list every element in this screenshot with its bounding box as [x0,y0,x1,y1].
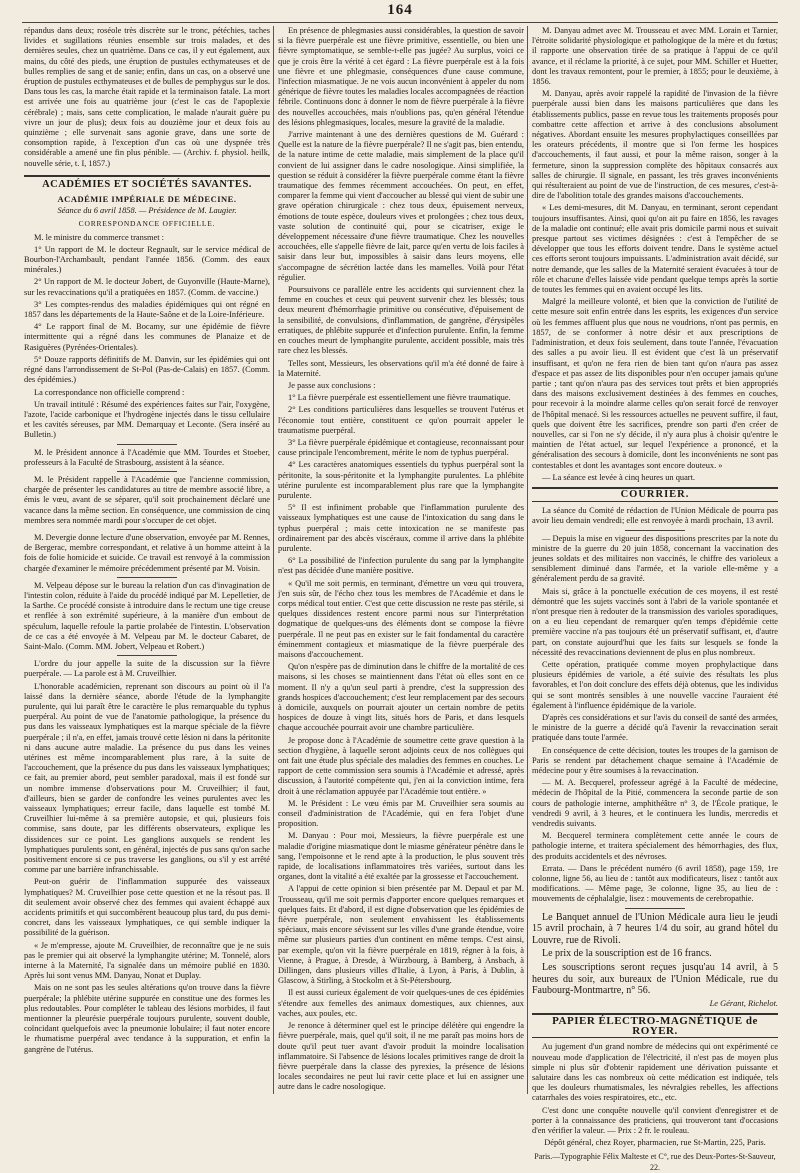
advertisement-text: C'est donc une conquête nouvelle qu'il convient d'enregistrer et de porter à la connaissance des praticiens, qui trouveront tant d'occasions d'en vérifier la valeur. — Prix : 2 fr. le rouleau. [532,1105,778,1136]
paragraph: Je propose donc à l'Académie de soumettre cette grave question à la section d'hygiène, à laquelle seront adjoints ceux de nos collègues qui ont fait une étude plus spéciale des maladies des femmes en couches. Le rapport de cette commission sera soumis à l'Académie et adressé, après discussion, à l'autorité compétente qui, j'en ai la conviction intime, fera droit à une réclamation appuyée par l'Académie tout entière. » [278,735,524,796]
paragraph: M. Velpeau dépose sur le bureau la relation d'un cas d'invagination de l'intestin colon, réduite à l'aide du procédé indiqué par M. Lepelletier, de la Sarthe. Ce procédé consiste à introduire dans le rectum une tige creuse et renflée à son extrémité supérieure, à la manière d'un embout de spéculum, laquelle refoule la partie prolabée de l'intestin. L'observation de ce cas a été envoyée à M. Velpeau par M. le docteur Cabaret, de Saint-Malo. (Comm. MM. Jobert, Velpeau et Robert.) [24,580,270,651]
paragraph: Qu'on n'espère pas de diminution dans le chiffre de la mortalité de ces maisons, si les choses se maintiennent dans l'état où elles sont en ce moment. Il n'y a qu'un seul parti à prendre, c'est la suppression des grands hospices d'accouchement; c'est leur remplacement par des secours à domicile, auxquels on pourrait ajouter un certain nombre de petits hospices de douze à vingt lits, situés hors de Paris, et dans lesquels chaque accouchée pourrait avoir une chambre particulière. [278,662,524,733]
paragraph: Il est aussi curieux également de voir quelques-unes de ces épidémies s'étendre aux femelles des animaux domestiques, aux chiennes, aux vaches, aux poules, etc. [278,988,524,1018]
paragraph: 5° Il est infiniment probable que l'inflammation purulente des vaisseaux lymphatiques est une cause de l'intoxication du sang dans le typhus puerpéral ; mais cette intoxication ne se manifeste pas ordinairement par des abcès viscéraux, comme il arrive dans la phlébite purulente. [278,503,524,553]
paragraph: La séance du Comité de rédaction de l'Union Médicale de pourra pas avoir lieu demain vendredi; elle est renvoyée à mardi prochain, 13 avril. [532,506,778,526]
paragraph: M. Devergie donne lecture d'une observation, envoyée par M. Rennes, de Bergerac, membre correspondant, et relative à un homme atteint à la fois de folie homicide et suicide. Ce travail est renvoyé à la commission chargée d'examiner le mémoire précédemment présenté par M. Voisin. [24,532,271,573]
paragraph: 1° La fièvre puerpérale est essentiellement une fièvre traumatique. [288,393,511,403]
banquet-price: Le prix de la souscription est de 16 francs. [542,948,712,960]
column-3 [532,26,778,1172]
paragraph: D'après ces considérations et sur l'avis du conseil de santé des armées, le ministre de la guerre a décidé qu'à l'avenir la revaccination serait pratiquée dans toute l'armée. [532,713,778,743]
paragraph: A l'appui de cette opinion si bien présentée par M. Depaul et par M. Trousseau, qu'il me soit permis d'apporter encore quelques remarques et quelques faits. Et d'abord, il est digne d'observation que les épidémies de fièvre puerpérale, non seulement envahissent les établissements spéciaux, mais encore sévissent sur les villes d'une grande étendue, voire même sur plusieurs parties d'un continent en même temps. C'est ainsi, par exemple, qu'on vit la fièvre puerpérale en 1819, régner à la fois, à Vienne, à Prague, à Dresde, à Würzbourg, à Bamberg, à Ansbach, à Dillingen, dans plusieurs villes d'Italie, à Lyon, à Paris, à Dublin, à Glascow, à Stirling, à Stockolm et à St-Pétersbourg. [278,884,524,986]
paragraph: En présence de phlegmasies aussi considérables, la question de savoir si la fièvre puerpérale est une fièvre primitive, essentielle, ou bien une fièvre symptomatique, se semble-t-elle pas jugée? Au surplus, voici ce que je crois être la vérité à cet égard : La fièvre puerpérale est à la fois une fièvre et une phlegmasie, conséquences d'une cause commune, l'infection miasmatique. Je ne vois aucun inconvénient à appeler du nom générique de fièvre toutes les maladies locales accompagnées de réaction fébrile. Continuons donc à donner le nom de fièvre puerpérale à la fièvre des nouvelles accouchées, mais n'oublions pas, qu'en général l'étendue des lésions phlegmasiques, locales, mesure la gravité de la maladie. [278,26,524,127]
separator [625,530,685,531]
paragraph: « Qu'il me soit permis, en terminant, d'émettre un vœu qui trouvera, j'en suis sûr, de l'écho chez tous les membres de l'Académie et dans le corps médical tout entier. C'est que cette discussion ne reste pas stérile, si quelques dissidences restent encore parmi nous sur l'interprétation dogmatique de quelques-uns des éléments dont se compose la fièvre puerpérale. Il ne peut pas en exister sur le fait fondamental du caractère éminemment contagieux et miasmatique de la fièvre puerpérale des maisons d'accouchement. [278,578,524,659]
paragraph: M. le Président : Le vœu émis par M. Cruveilhier sera soumis au conseil d'administration de l'Académie, qui en fera l'objet d'une proposition. [278,798,524,829]
paragraph: M. Becquerel terminera complètement cette année le cours de pathologie interne, et traitera spécialement des hémorrhagies, des flux, des produits accidentels et des névroses. [532,831,778,861]
paragraph: « Les demi-mesures, dit M. Danyau, en terminant, seront cependant toujours insuffisantes. Ainsi, quoi qu'on ait pu faire en 1856, les ravages de la maladie ont continué; elle avait pris domicile parmi nous et suivait presque partout ses victimes désignées : c'est à l'empêcher de se développer que tous les efforts doivent tendre. Dans le système actuel ces efforts seront toujours impuissants. L'administration avait décidé, sur notre demande, que les salles de la Maternité seraient évacuées à tour de rôle et chacune d'elles laissée vide pendant quelque temps après la sortie de toutes les femmes qui en avaient occupé les lits. [532,203,778,295]
column-divider [527,26,528,1094]
academy-title: ACADÉMIE IMPÉRIALE DE MÉDECINE. [57,194,237,205]
banquet-subscriptions: Les souscriptions seront reçues jusqu'au 14 avril, à 5 heures du soir, aux bureaux de l'Union Médicale, rue du Faubourg-Montmartre, n° 56. [532,962,778,997]
banquet-notice: Le Banquet annuel de l'Union Médicale aura lieu le jeudi 15 avril prochain, à 7 heures 1/4 du soir, au grand hôtel du Louvre, rue de Rivoli. [532,911,778,946]
page-number: 164 [387,2,413,18]
advertisement-text: Au jugement d'un grand nombre de médecins qui ont expérimenté ce nouveau mode d'application de l'électricité, il n'est pas de moyen plus simple ni plus sûr d'obtenir rapidement une dérivation puissante et salutaire dans les cas nombreux où cette médication est indiquée, tels que les douleurs rhumatismales, les névralgies rebelles, les affections catarrhales des voies respiratoires, etc., etc. [532,1042,778,1103]
paragraph: 1° Un rapport de M. le docteur Regnault, sur le service médical de Bourbon-l'Archambault, pendant l'année 1856. (Comm. des eaux minérales.) [24,244,270,275]
paragraph: Mais on ne sont pas les seules altérations qu'on trouve dans la fièvre puerpérale; la phlébite utérine suppurée en constitue une des formes les plus redoutables. Pour compléter le tableau des lésions morbides, il faut mentionner la pleurésie puerpérale toujours purulente, souvent double, coïncidant quelquefois avec la pneumonie lobulaire; il faut noter encore le rhumatisme puerpéral avec tendance à la suppuration, et enfin la gangrène de l'utérus. [24,983,270,1054]
paragraph: 4° Le rapport final de M. Bocamy, sur une épidémie de fièvre intermittente qui a régné dans les communes de Planaize et de Rasiguères (Pyrénées-Orientales). [24,322,270,352]
paragraph: Mais si, grâce à la ponctuelle exécution de ces moyens, il est resté démontré que les sujets vaccinés sont à l'abri de la variole spontanée et n'ont presque rien à redouter de la transmission des varioles sporadiques, on a eu lieu cependant de remarquer qu'en temps d'épidémie cette première vaccine n'a pas toujours été un préservatif suffisant, et, d'autre part, on constate aujourd'hui que les faits sur lesquels se fonde la nécessité des revaccinations deviennent de plus en plus nombreux. [532,586,778,657]
paragraph: Un travail intitulé : Résumé des expériences faites sur l'air, l'oxygène, l'azote, l'acide carbonique et l'hydrogène injectés dans le tissu cellulaire et les cavités séreuses, par MM. Demarquay et Leconte. (Sera inséré au Bulletin.) [24,399,270,440]
seance-line: Séance du 6 avril 1858. — Présidence de M. Laugier. [57,206,237,216]
paragraph: 3° La fièvre puerpérale épidémique et contagieuse, reconnaissant pour cause principale l'encombrement, mérite le nom de typhus puerpéral. [278,437,524,458]
paragraph: Malgré la meilleure volonté, et bien que la conviction de l'utilité de cette mesure soit enfin entrée dans les esprits, les exigences d'un service où les femmes affluent plus que nous ne voudrions, n'ont pas permis, en 1857, de se conformer à notre désir et aux prescriptions de l'administration, et deux fois seulement, dans toute l'année, l'évacuation des salles a pu avoir lieu. Il est évident que c'est là un préservatif insuffisant, et qu'on ne fera rien de bien tant qu'on n'aura pas assez d'espace et pas assez de lits disponibles pour n'en occuper jamais qu'une partie ; tant qu'on n'aura pas des services tout prêts et bien appropriés dans des maisons exclusivement destinées à des femmes en couches, pour recevoir à la moindre alarme celles qu'on serait forcé de renvoyer de l'hôpital menacé. Si les ressources actuelles ne peuvent suffire, il faut, quels que doivent être les sacrifices, prendre son parti d'en créer de nouvelles, car si l'on ne s'y décide, il n'y aura plus à choisir qu'entre le maintien de l'état actuel, sur lequel l'expérience a prononcé, et la généralisation des secours à domicile, dont les inconvénients ne sont pas contestables et dont les avantages sont encore douteux. » [532,297,778,470]
separator [117,577,177,578]
gerant-signature: Le Gérant, Richelot. [709,998,778,1008]
separator [117,529,177,530]
paragraph: 2° Un rapport de M. le docteur Jobert, de Guyonville (Haute-Marne), sur les revaccinations qu'il a pratiquées en 1857. (Comm. de vaccine.) [24,277,270,297]
separator [117,444,177,445]
paragraph: 5° Douze rapports définitifs de M. Danvin, sur les épidémies qui ont régné dans l'arrondissement de St-Pol (Pas-de-Calais) en 1857. (Comm. des épidémies.) [24,354,270,385]
printer-footer: Paris.—Typographie Félix Malteste et C°, rue des Deux-Portes-St-Sauveur, 22. [534,1152,776,1172]
paragraph: Je renonce à déterminer quel est le principe délétère qui engendre la fièvre puerpérale, mais, quel qu'il soit, il ne me paraît pas moins hors de doute qu'il peut tuer avant d'avoir produit la moindre localisation inflammatoire. Si l'absence de lésions locales primitives range de droit la fièvre puerpérale dans la classe des pyrexies, la présence de lésions locales secondaires ne peut lui ravir cette place et lui en assigner une autre dans le cadre nosologique. [278,1021,524,1092]
column-1 [24,26,270,1106]
section-title: ACADÉMIES ET SOCIÉTÉS SAVANTES. [24,175,270,190]
paragraph: La correspondance non officielle comprend : [34,387,185,397]
paragraph: L'ordre du jour appelle la suite de la discussion sur la fièvre puerpérale. — La parole est à M. Cruveilhier. [24,659,270,679]
paragraph: 2° Les conditions particulières dans lesquelles se trouvent l'utérus et l'économie tout entière, constituent ce qu'on pourrait appeler le traumatisme puerpéral. [278,405,524,435]
separator [625,908,685,909]
paragraph: M. le Président rappelle à l'Académie que l'ancienne commission, chargée de présenter les candidatures au titre de membre associé libre, a émis le vœu, avant de se séparer, qu'il soit prochainement déclaré une vacance dans la même section. En conséquence, une commission de cinq membres sera nommée mardi pour s'occuper de cet objet. [24,474,270,525]
paragraph: Peut-on guérir de l'inflammation suppurée des vaisseaux lymphatiques? M. Cruveilhier pose cette question et ne la résout pas. Il dit seulement avoir observé chez des femmes qui avaient échappé aux accidents primitifs et qui succombèrent beaucoup plus tard, du pus demi-concret, dans les vaisseaux lymphatiques, ce qui semble indiquer la possibilité de la guérison. [24,877,270,938]
paragraph: Poursuivons ce parallèle entre les accidents qui surviennent chez la femme en couches et ceux qui peuvent survenir chez les blessés; tous deux meurent d'hémorrhagie primitive ou consécutive, d'épuisement de la sensibilité, de convulsions, d'inflammation, de gangrène, d'érysipèles erratiques, de phlébite suppurée et d'infection purulente. Enfin, la femme en couches meurt de lymphangite purulente, accident possible, mais très rare chez les blessés. [278,285,524,356]
paragraph: Errata. — Dans le précédent numéro (6 avril 1858), page 159, 1re colonne, ligne 56, au lieu de : tantôt aux modificateurs, lisez : tantôt aux modifications. — Même page, 3e colonne, ligne 35, au lieu de : mouvements de céphalalgie, lisez : mouvements de cerebropathie. [532,863,778,904]
article-continuation: répandus dans deux; roséole très discrète sur le tronc, pétéchies, taches livides et sugillations réunies ensemble sur trois malades, et des dernières seules, chez un quatrième. Dans ce cas, il y eut également, aux mains, du côté des pieds, une éruption de pustules ecthymateuses et de bulles remplies de sang et de sanie; enfin, dans un cas, on a observé une éruption de pustules ecthymateuses et de bulles de pemphygus sur le dos. Dans tous les cas, la marche était rapide et la terminaison fatale. La mort est arrivée une fois au quatrième jour (c'est le cas de l'apoplexie cérébrale) ; mais, sans cette complication, le malade n'aurait guère pu vivre un jour de plus); deux fois au douzième jour et deux fois au quinzième ; elle survenait sans agonie grave, dans une sorte de consomption rapide, à l'exception d'un cas où une dyspnée très considérable a amené une fin plus pénible. — (Archiv. f. physiol. heilk, nouvelle série, t. I, 1857.) [24,26,270,168]
paragraph: 4° Les caractères anatomiques essentiels du typhus puerpéral sont la péritonite, la sous-péritonite et la lymphangite purulentes. La phlébite utérine purulente est incomparablement plus rare que la lymphangite purulente. [278,460,524,500]
paragraph: M. Danyau : Pour moi, Messieurs, la fièvre puerpérale est une maladie d'origine miasmatique dont le miasme générateur pénètre dans le sang, l'empoisonne et le rend apte à la production, le plus souvent très rapide, de localisations inflammatoires très variées, surtout dans les organes, dont la vitalité a été exaltée par la grossesse et l'accouchement. [278,831,524,882]
paragraph: M. le ministre du commerce transmet : [34,232,165,242]
paragraph: En conséquence de cette décision, toutes les troupes de la garnison de Paris se rendent par détachement chaque semaine à l'Académie de médecine pour y être soumises à la revaccination. [532,745,778,776]
advertisement-title: PAPIER ÉLECTRO-MAGNÉTIQUE de ROYER. [532,1013,778,1038]
paragraph: 6° La possibilité de l'infection purulente du sang par la lymphangite n'est pas décidée d'une manière positive. [278,556,524,576]
paragraph: — M. A. Becquerel, professeur agrégé à la Faculté de médecine, médecin de l'hôpital de la Pitié, commencera la seconde partie de son cours de pathologie interne, amphithéâtre n° 3, de l'École pratique, le vendredi 9 avril, à 3 heures, et le continuera les lundis, mercredis et vendredis suivants. [532,778,778,829]
paragraph: Telles sont, Messieurs, les observations qu'il m'a été donné de faire à la Maternité. [278,358,524,378]
column-2 [278,26,524,1106]
courrier-heading: COURRIER. [532,487,778,502]
header-rule [22,22,778,23]
separator [117,655,177,656]
advertisement-depot: Dépôt général, chez Royer, pharmacien, rue St-Martin, 225, Paris. [544,1138,766,1148]
paragraph: J'arrive maintenant à une des dernières questions de M. Guérard : Quelle est la nature de la fièvre puerpérale? Il ne s'agit pas, bien entendu, de la nature intime de cette maladie, mais simplement de la place qu'il convient de lui assigner dans le cadre nosologique. Ainsi simplifiée, la question se réduit à considérer la fièvre puerpérale comme étant la fièvre traumatique des femmes récemment accouchées. On peut, en effet, comparer la femme qui vient d'accoucher au blessé qui vient de subir une grave opération chirurgicale : chez tous deux, épuisement nerveux, émotions de toute espèce, douleurs vives et prolongées ; chez tous deux, vaste solution de continuité qui, pour se cicatriser, exige le développement nécessaire d'une fièvre traumatique. Chez les nouvelles accouchées, elle s'appelle fièvre de lait, parce qu'en vertu de lois faciles à saisir dans leur but, impossibles à saisir dans leurs moyens, elle s'accompagne de sécrétion lactée dans les mamelles. Voilà pour l'état régulier. [278,130,524,282]
paragraph: M. Danyau admet avec M. Trousseau et avec MM. Lorain et Tarnier, l'étroite solidarité physiologique et pathologique de la mère et du fœtus; il rapporte une observation tirée de sa pratique à l'appui de ce qu'il avance, et il réclame la priorité, à ce sujet, pour MM. Schiller et Huetter, dont les travaux remontent, pour le premier, à 1855; pour le deuxième, à 1856. [532,26,778,87]
paragraph: 3° Les comptes-rendus des maladies épidémiques qui ont régné en 1857 dans les départements de la Haute-Saône et de la Loire-Inférieure. [24,299,270,320]
paragraph: Je passe aux conclusions : [288,380,376,390]
column-divider [273,26,274,1094]
correspondence-heading: CORRESPONDANCE OFFICIELLE. [78,219,216,229]
paragraph: « Je m'empresse, ajoute M. Cruveilhier, de reconnaître que je ne suis pas le premier qui ait observé la lymphangite utérine; M. Tonnelé, alors interne à la Maternité, l'a signalée dans un mémoire publié en 1830. Après lui sont venus MM. Danyau, Nonat et Duplay. [24,940,270,981]
paragraph: M. le Président annonce à l'Académie que MM. Tourdes et Stoeber, professeurs à la Faculté de Strasbourg, assistent à la séance. [24,447,270,467]
paragraph: M. Danyau, après avoir rappelé la rapidité de l'invasion de la fièvre puerpérale aussi bien dans les maisons particulières que dans les établissements publics, passe en revue tous les traitements proposés pour combattre cette affection et arrive à des conclusions absolument négatives. Abordant ensuite les mesures prophylactiques conseillées par les orateurs précédents, il montre que si l'on ferme les hospices d'accouchements, il faut aussi, et pour la même raison, songer à la fermeture, sinon la suppression complète des hôpitaux consacrés aux salles de chirurgie. Il signale, en passant, les très graves inconvénients qui résulteraient au point de vue de l'instruction, de ces mesures, c'est-à-dire de l'abolition totale des grandes maisons d'accouchements. [532,89,778,201]
paragraph: — La séance est levée à cinq heures un quart. [542,472,696,482]
paragraph: Cette opération, pratiquée comme moyen prophylactique dans plusieurs épidémies de variole, a été suivie des résultats les plus favorables, et l'on doit conclure des effets déjà obtenus, que les individus qui se sont montrés sensibles à une nouvelle vaccine l'auraient été également à l'influence épidémique de la variole. [532,659,778,710]
separator [117,471,177,472]
paragraph: L'honorable académicien, reprenant son discours au point où il l'a laissé dans la dernière séance, aborde l'étude de la lymphangite purulente, qui lui paraît être le caractère le plus remarquable du typhus puerpéral. Au point de vue de l'anatomie pathologique, la présence du pus dans les vaisseaux lymphatiques est la marque spéciale de la fièvre puerpérale ; il n'a, en effet, jamais trouvé cette lésion ni dans la péritonite ni dans aucune autre maladie. La présence du pus dans les veines utérines est même incomparablement plus rare, à la suite de l'accouchement, que la présence du pus dans les vaisseaux lymphatiques; ce fait, au premier abord, peut sembler paradoxal, mais il est fondé sur un nombre immense d'observations pour M. Cruveilhier; il faut, d'ailleurs, bien se garder de confondre les veines purulentes avec les vaisseaux lymphatiques; erreur facile, dans laquelle est tombé M. Cruveilhier lui-même à sa première autopsie, et qui, plusieurs fois commise, sans doute, par les différents observateurs, explique les dissidences sur ce point. Les ganglions auxquels se rendent les lymphatiques purulents sont, en général, injectés de pus sans qu'on sache positivement encore si ce pus traverse les ganglions, ou s'il y est arrêté comme par une barrière infranchissable. [24,681,270,875]
paragraph: — Depuis la mise en vigueur des dispositions prescrites par la note du ministre de la guerre du 20 juin 1858, concernant la vaccination des jeunes soldats et des militaires non vaccinés, le chiffre des varioleux a sensiblement diminué dans l'armée, et la variole elle-même y a généralement perdu de sa gravité. [532,533,778,584]
